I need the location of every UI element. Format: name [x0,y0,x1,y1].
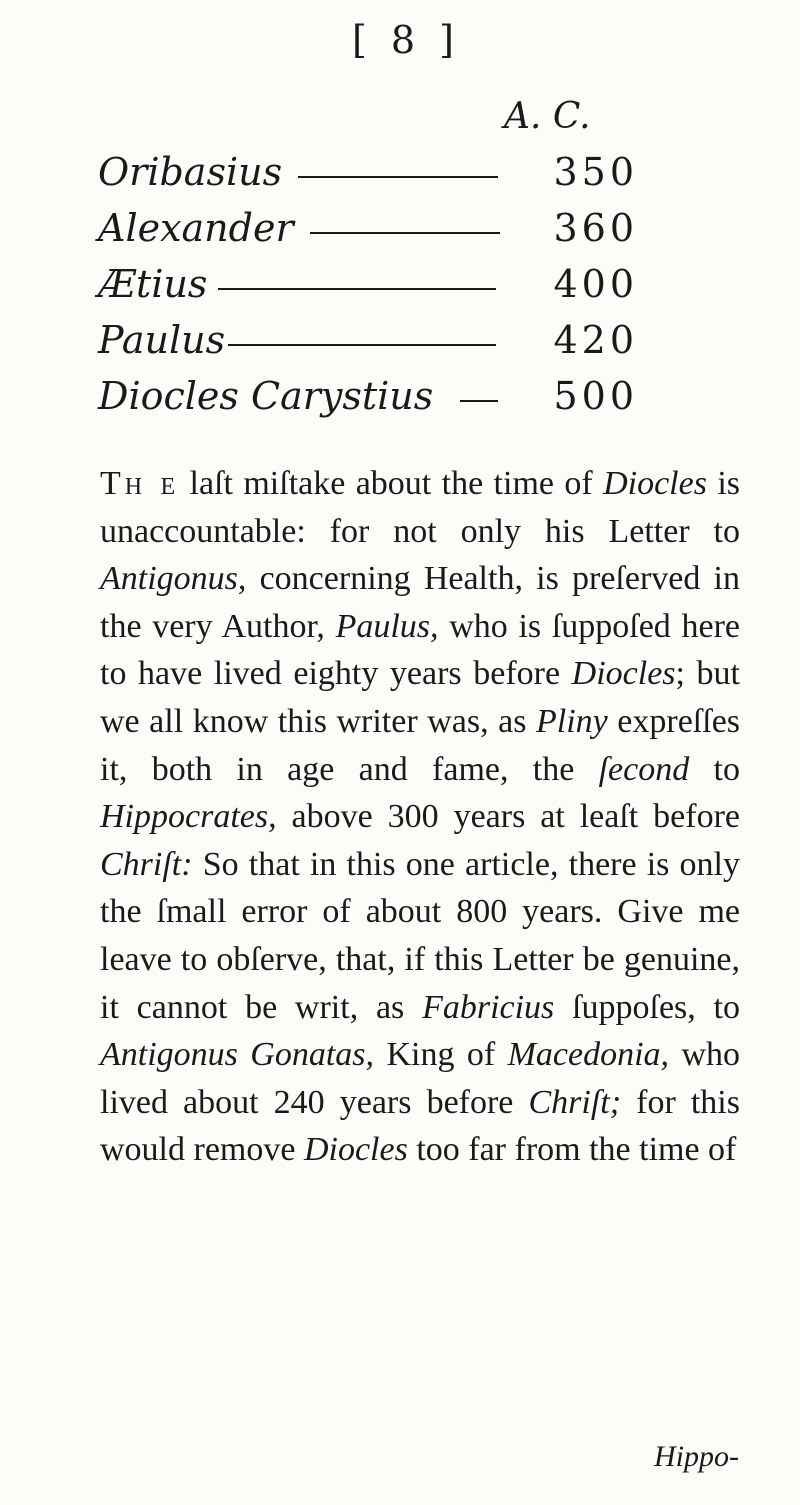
paragraph [100,460,740,1174]
era-label: A. C. [504,96,591,137]
italic-name: Diocles [303,1131,408,1169]
italic-name: Paulus, [335,607,439,645]
text-run: above 300 years at leaſt before [276,798,740,836]
italic-name: Antigonus, [100,560,247,598]
year-value: 500 [553,374,638,418]
catchword: Hippo- [654,1440,739,1473]
text-run: ; but we all know this writer was, as [100,655,740,740]
leader-dash [228,344,496,346]
physician-name: Oribasius [98,150,283,194]
year-value: 400 [553,262,638,306]
text-run: who is ſuppoſed here to have lived eighty years before [100,607,740,693]
page-number: [ 8 ] [352,18,460,62]
chronology-row [98,318,638,374]
text-run: So that in this one article, there is only the ſmall error of about 800 years. Give me leave to obſerve, that, if this Letter be genuine, it cannot be writ, as [100,845,740,1026]
year-value: 420 [553,318,638,362]
physician-name: Ætius [98,262,208,306]
text-run: ſuppoſes, to [554,988,741,1026]
leader-dash [298,176,498,178]
text-run: too far from the time of [407,1131,737,1169]
text-run: for this would remove [100,1083,740,1169]
physician-name: Paulus [98,318,226,362]
chronology-row [98,150,638,206]
opening-word: Th e [100,465,180,502]
text-run: King of [374,1036,508,1074]
italic-name: Fabricius [422,988,555,1026]
italic-name: Chriſt; [528,1083,622,1121]
italic-name: Chriſt: [100,845,193,883]
leader-dash [460,400,498,402]
chronology-row [98,374,638,430]
leader-dash [310,232,500,234]
italic-name: Hippocrates, [100,798,277,836]
text-run: expreſſes it, both in age and fame, the [100,702,741,788]
text-run: who lived about 240 years before [100,1036,740,1121]
physician-name: Diocles Carystius [98,374,434,418]
italic-name: Pliny [535,702,608,740]
italic-name: Diocles [603,465,707,502]
text-run: is unaccountable: for not only his Letter to [100,465,740,550]
body-text [100,460,740,1174]
physician-name: Alexander [98,206,294,250]
text-run: to [689,750,740,788]
chronology-table [98,150,638,430]
italic-word: ſecond [598,750,690,788]
year-value: 350 [553,150,638,194]
text-run: concerning Health, is preſerved in the very Author, [100,560,740,645]
chronology-row [98,262,638,318]
leader-dash [218,288,496,290]
chronology-row [98,206,638,262]
italic-name: Antigonus Gonatas, [100,1036,375,1074]
italic-name: Macedonia, [507,1036,670,1074]
italic-name: Diocles [571,655,676,693]
year-value: 360 [553,206,638,250]
text-run: laſt miſtake about the time of [179,465,604,502]
